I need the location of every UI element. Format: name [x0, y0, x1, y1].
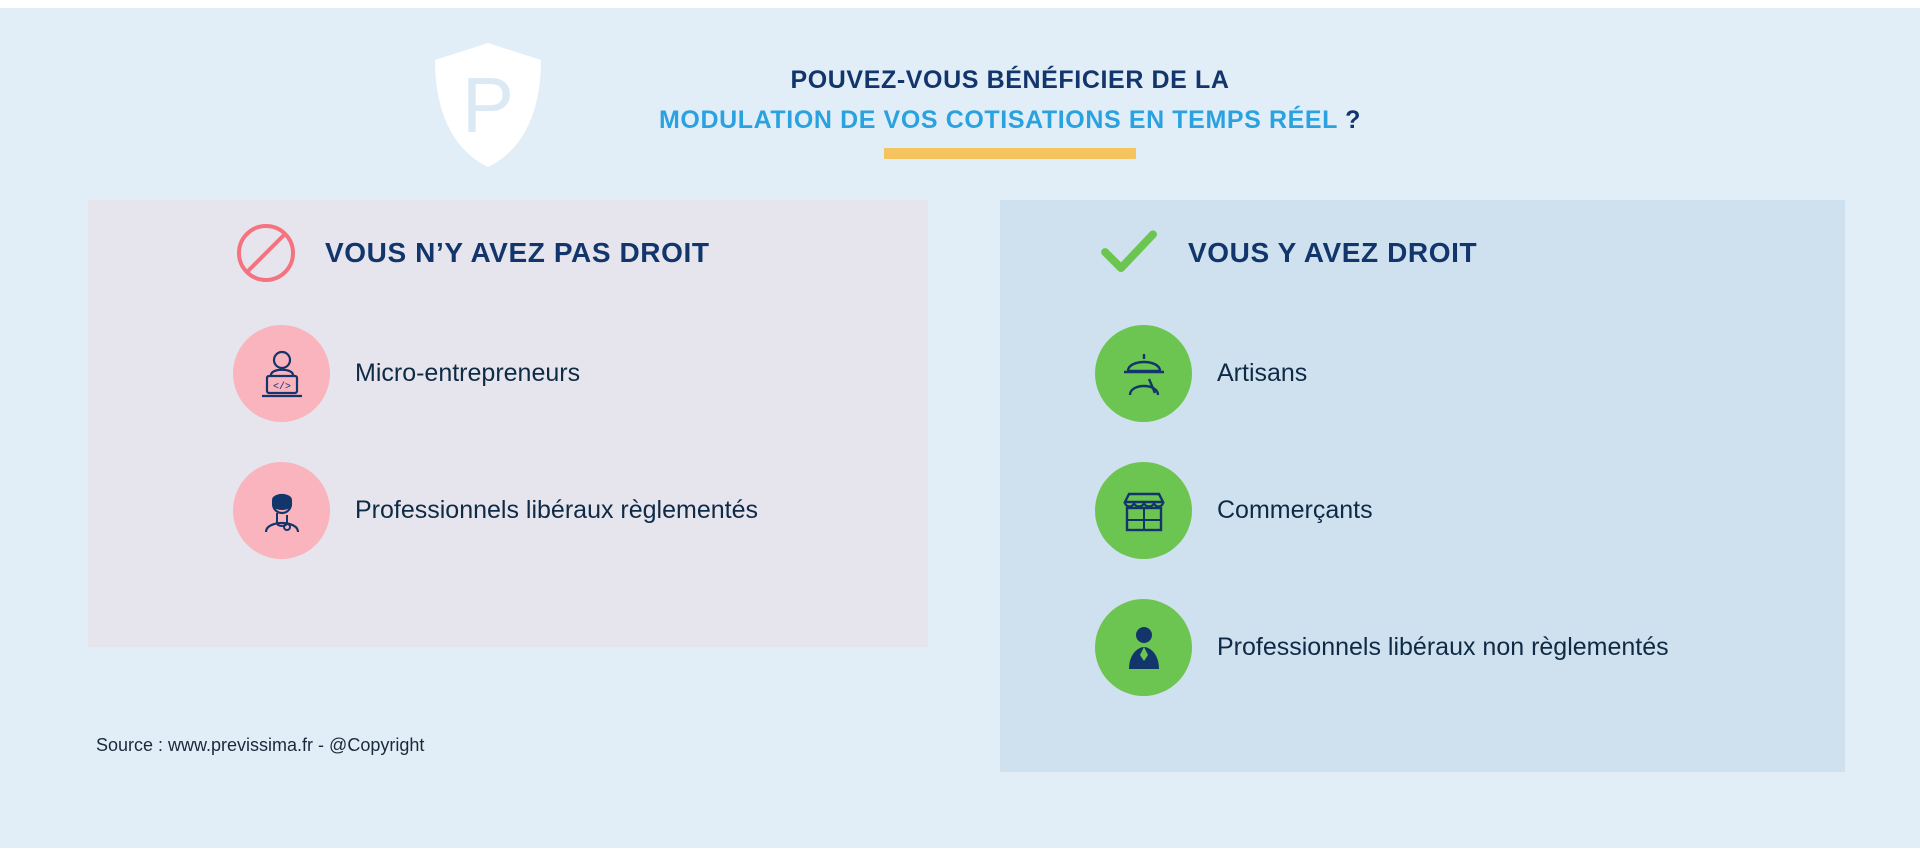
- panel-not-eligible-items: [88, 305, 928, 579]
- list-item: [1000, 305, 1845, 442]
- bottom-edge-band: [0, 848, 1920, 860]
- source-note: Source : www.previssima.fr - @Copyright: [96, 735, 425, 755]
- panel-eligible-title: VOUS Y AVEZ DROIT: [1188, 236, 1478, 268]
- page-title-line-1: POUVEZ-VOUS BÉNÉFICIER DE LA: [790, 66, 1230, 94]
- list-item-label: Micro-entrepreneurs: [355, 359, 581, 387]
- list-item: [1000, 442, 1845, 579]
- shop-icon: [1095, 462, 1192, 559]
- panel-not-eligible: [88, 200, 928, 647]
- list-item: [1000, 579, 1845, 716]
- doctor-icon: [233, 462, 330, 559]
- freelancer-laptop-icon: [233, 325, 330, 422]
- panel-eligible: [1000, 200, 1845, 772]
- list-item-label: Commerçants: [1217, 496, 1373, 524]
- prohibition-icon: [235, 222, 297, 284]
- list-item: [88, 442, 928, 579]
- title-underline: [884, 148, 1136, 159]
- checkmark-icon: [1098, 222, 1160, 284]
- top-edge-band: [0, 0, 1920, 8]
- svg-text:P: P: [461, 61, 515, 149]
- list-item-label: Professionnels libéraux non règlementés: [1217, 633, 1669, 661]
- page-title-question-mark: ?: [1345, 105, 1362, 134]
- worker-helmet-icon: [1095, 325, 1192, 422]
- shield-logo-icon: [428, 40, 548, 170]
- page-title-line-2-text: MODULATION DE VOS COTISATIONS EN TEMPS RÉEL: [658, 105, 1338, 134]
- panel-eligible-header: [1000, 200, 1920, 305]
- page-title-line-2: [560, 104, 1460, 138]
- panel-not-eligible-header: [88, 200, 1075, 305]
- list-item: [88, 305, 928, 442]
- panel-not-eligible-title: VOUS N’Y AVEZ PAS DROIT: [325, 236, 710, 268]
- header-title-block: [560, 64, 1460, 159]
- header: [0, 30, 1920, 170]
- professional-suit-icon: [1095, 599, 1192, 696]
- svg-text:</>: </>: [272, 381, 291, 393]
- list-item-label: Artisans: [1217, 359, 1308, 387]
- list-item-label: Professionnels libéraux règlementés: [355, 496, 758, 524]
- panel-eligible-items: [1000, 305, 1845, 716]
